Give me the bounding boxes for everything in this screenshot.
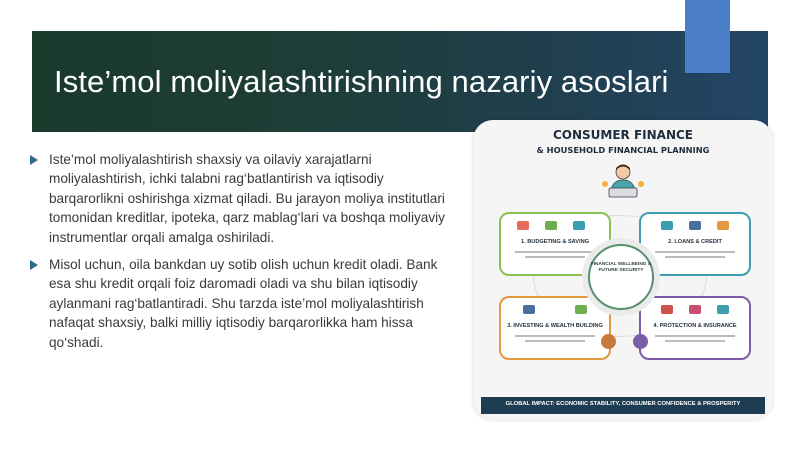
card-text-line bbox=[525, 256, 585, 258]
shield-icon bbox=[661, 305, 673, 314]
credit-card-icon bbox=[689, 221, 701, 230]
card-label: 3. INVESTING & WEALTH BUILDING bbox=[507, 323, 603, 329]
piggy-bank-icon bbox=[517, 221, 529, 230]
card-text-line bbox=[515, 335, 595, 337]
card-label: 1. BUDGETING & SAVING bbox=[521, 239, 589, 245]
accent-rectangle bbox=[685, 0, 730, 73]
triangle-bullet-icon bbox=[30, 260, 38, 270]
house-icon bbox=[717, 221, 729, 230]
hub-label: FINANCIAL WELLBEING & FUTURE SECURITY bbox=[590, 262, 652, 273]
bank-icon bbox=[661, 221, 673, 230]
infographic-title: CONSUMER FINANCE bbox=[552, 128, 694, 142]
card-text-line bbox=[515, 251, 595, 253]
wallet-icon bbox=[573, 221, 585, 230]
infographic-subtitle: & HOUSEHOLD FINANCIAL PLANNING bbox=[536, 145, 710, 155]
triangle-bullet-icon bbox=[30, 155, 38, 165]
card-text-line bbox=[665, 256, 725, 258]
card-text-line bbox=[665, 340, 725, 342]
card-protection-insurance bbox=[639, 296, 751, 360]
heart-icon bbox=[689, 305, 701, 314]
bullet-item bbox=[30, 255, 455, 352]
card-investing-wealth bbox=[499, 296, 611, 360]
bullet-text: Iste’mol moliyalashtirish shaxsiy va oilaviy xarajatlarni moliyalashtirish, ichki talabni rag‘batlantirish va iqtisodiy barqarorlikni oshirishga xizmat qiladi. Bu jarayon moliya institutlari tomonidan kreditlar, ipoteka, qarz mablag‘lari va boshqa moliyaviy instrumentlar orqali amalga oshiriladi. bbox=[49, 152, 445, 245]
card-label: 2. LOANS & CREDIT bbox=[668, 239, 722, 245]
slide-title: Iste’mol moliyalashtirishning nazariy asoslari bbox=[54, 64, 669, 99]
center-hub bbox=[588, 244, 654, 310]
bullet-text: Misol uchun, oila bankdan uy sotib olish uchun kredit oladi. Bank esa shu kredit orqali foiz daromadi oladi va shu bilan iqtisodiy aylanmani rag‘batlantiradi. Shu tarzda iste’mol moliyalashtirish nafaqat shaxsiy, balki milliy iqtisodiy barqarorlikka ham hissa qo‘shadi. bbox=[49, 257, 438, 350]
bullet-item bbox=[30, 150, 455, 247]
card-label: 4. PROTECTION & INSURANCE bbox=[653, 323, 737, 329]
growth-chart-icon bbox=[523, 305, 535, 314]
calculator-icon bbox=[545, 221, 557, 230]
plant-icon bbox=[575, 305, 587, 314]
card-loans-credit bbox=[639, 212, 751, 276]
infographic-footer bbox=[481, 397, 765, 414]
card-text-line bbox=[525, 340, 585, 342]
card-text-line bbox=[655, 251, 735, 253]
infographic-image bbox=[473, 120, 773, 420]
footer-label: GLOBAL IMPACT: ECONOMIC STABILITY, CONSUMER CONFIDENCE & PROSPERITY bbox=[505, 401, 741, 407]
bullet-list bbox=[30, 150, 455, 360]
protection-badge-icon bbox=[633, 334, 648, 349]
umbrella-icon bbox=[717, 305, 729, 314]
money-bag-icon bbox=[601, 334, 616, 349]
person-at-laptop-icon bbox=[601, 162, 645, 198]
card-text-line bbox=[655, 335, 735, 337]
